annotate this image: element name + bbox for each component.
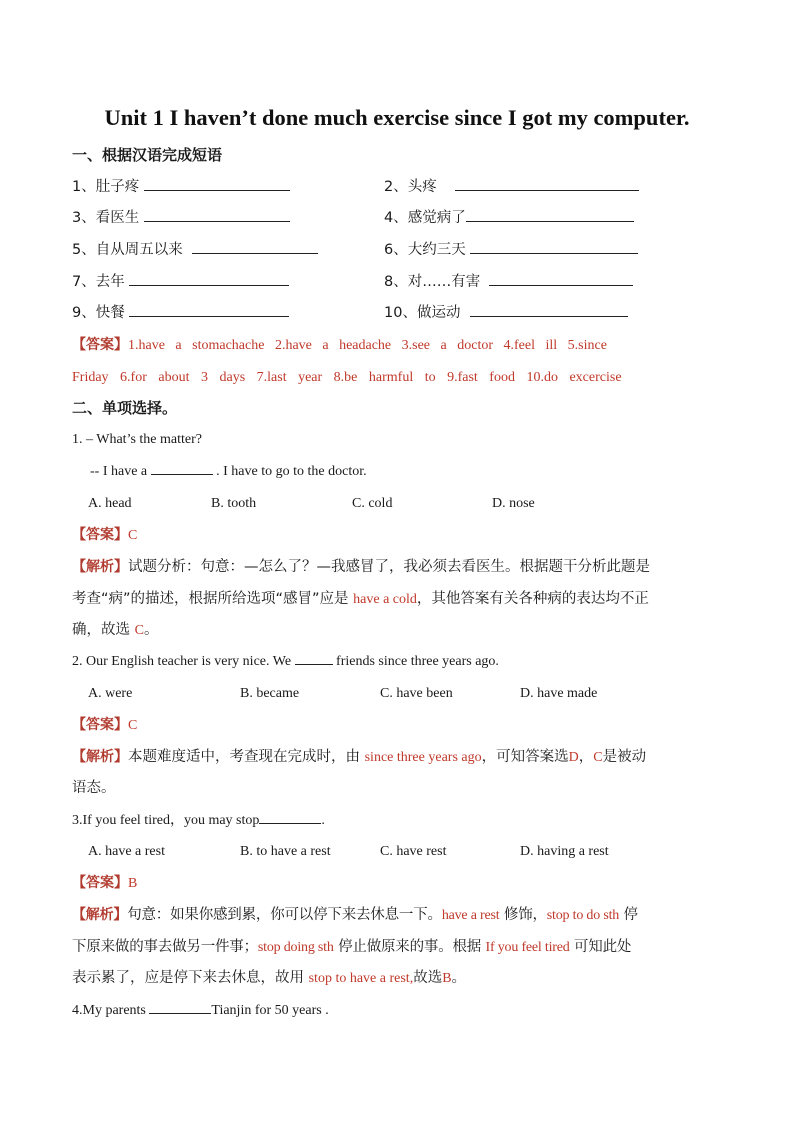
phrase-item: 9、快餐 bbox=[72, 301, 289, 325]
phrase-item: 10、做运动 bbox=[384, 301, 628, 325]
phrase-item: 4、感觉病了 bbox=[384, 206, 634, 230]
q3-analysis: 【解析】句意：如果你感到累，你可以停下来去休息一下。have a rest 修饰，stop to do sth 停 bbox=[72, 907, 638, 923]
question-1: 1. – What’s the matter? bbox=[72, 432, 202, 447]
section1-answer-line bbox=[72, 333, 607, 357]
question-3: 3.If you feel tired，you may stop . bbox=[72, 809, 325, 833]
q1-analysis-line3: 确，故选 C。 bbox=[72, 622, 159, 638]
section1-answer-line bbox=[72, 365, 622, 389]
option-d: D. have made bbox=[520, 686, 598, 701]
q3-analysis-line2: 下原来做的事去做另一件事；stop doing sth 停止做原来的事。根据 If you feel tired 可知此处 bbox=[72, 939, 632, 955]
phrase-item: 2、头疼 bbox=[384, 175, 639, 199]
option-c: C. have rest bbox=[380, 844, 447, 859]
answer-tag: 【答案】 bbox=[72, 337, 128, 353]
section1-heading: 一、根据汉语完成短语 bbox=[72, 146, 223, 164]
phrase-item: 5、自从周五以来 bbox=[72, 238, 318, 262]
answer-text: 1.have a stomachache 2.have a headache 3.see a doctor 4.feel ill 5.since bbox=[128, 338, 607, 353]
answer-text: Friday 6.for about 3 days 7.last year 8.be harmful to 9.fast food 10.do excercise bbox=[72, 370, 622, 385]
phrase-item: 1、肚子疼 bbox=[72, 175, 290, 199]
q3-answer: 【答案】B bbox=[72, 875, 138, 891]
option-c: C. have been bbox=[380, 686, 453, 701]
q1-analysis: 【解析】试题分析：句意：—怎么了？—我感冒了，我必须去看医生。根据题干分析此题是 bbox=[72, 559, 650, 575]
q1-analysis-line2: 考查“病”的描述，根据所给选项“感冒”应是 have a cold，其他答案有关各种病的表达均不正 bbox=[72, 591, 649, 607]
option-b: B. tooth bbox=[211, 496, 257, 511]
page-title: Unit 1 I haven’t done much exercise since I got my computer. bbox=[104, 105, 690, 130]
option-c: C. cold bbox=[352, 496, 393, 511]
question-2: 2. Our English teacher is very nice. We friends since three years ago. bbox=[72, 650, 499, 674]
option-b: B. to have a rest bbox=[240, 844, 331, 859]
phrase-item: 8、对……有害 bbox=[384, 270, 633, 294]
q1-answer: 【答案】C bbox=[72, 527, 138, 543]
phrase-item: 3、看医生 bbox=[72, 206, 290, 230]
option-a: A. were bbox=[88, 686, 133, 701]
q3-analysis-line3: 表示累了，应是停下来去休息，故用 stop to have a rest,故选B。 bbox=[72, 970, 467, 986]
option-b: B. became bbox=[240, 686, 300, 701]
option-a: A. have a rest bbox=[88, 844, 165, 859]
section2-heading: 二、单项选择。 bbox=[72, 399, 178, 417]
option-d: D. having a rest bbox=[520, 844, 609, 859]
q2-answer: 【答案】C bbox=[72, 717, 138, 733]
option-a: A. head bbox=[88, 496, 132, 511]
option-d: D. nose bbox=[492, 496, 535, 511]
phrase-item: 6、大约三天 bbox=[384, 238, 638, 262]
q2-analysis-line2: 语态。 bbox=[72, 780, 116, 796]
question-4: 4.My parents Tianjin for 50 years . bbox=[72, 999, 329, 1023]
q2-analysis: 【解析】本题难度适中，考查现在完成时，由 since three years ago，可知答案选D，C是被动 bbox=[72, 749, 647, 765]
question-1-line2: -- I have a . I have to go to the doctor. bbox=[90, 460, 367, 484]
phrase-item: 7、去年 bbox=[72, 270, 289, 294]
